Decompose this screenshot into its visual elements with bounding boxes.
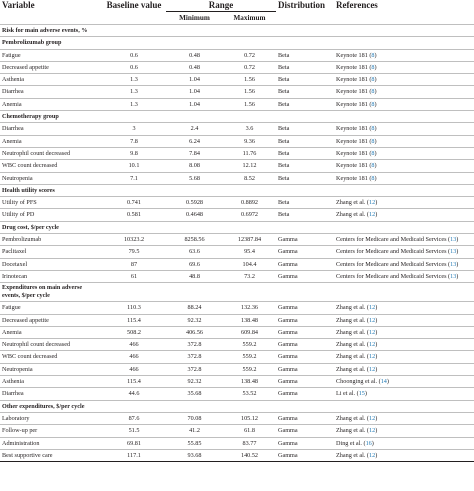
minimum-cell: 63.6 bbox=[166, 246, 223, 258]
minimum-cell: 0.48 bbox=[166, 49, 223, 61]
reference-link[interactable]: 8 bbox=[371, 88, 375, 96]
reference-link[interactable]: 12 bbox=[369, 328, 376, 336]
section-title: Other expenditures, $/per cycle bbox=[0, 400, 474, 412]
minimum-cell: 1.04 bbox=[166, 74, 223, 86]
baseline-cell: 1.3 bbox=[102, 74, 166, 86]
reference-link[interactable]: 13 bbox=[450, 272, 457, 280]
maximum-cell: 53.52 bbox=[223, 388, 276, 400]
distribution-cell: Gamma bbox=[276, 363, 334, 375]
table-row bbox=[0, 376, 474, 388]
baseline-cell: 0.741 bbox=[102, 197, 166, 209]
maximum-cell: 609.84 bbox=[223, 326, 276, 338]
minimum-cell: 41.2 bbox=[166, 425, 223, 437]
baseline-cell: 0.6 bbox=[102, 61, 166, 73]
reference-cell: Zhang et al. (12) bbox=[334, 351, 474, 363]
baseline-cell: 466 bbox=[102, 363, 166, 375]
maximum-cell: 0.8892 bbox=[223, 197, 276, 209]
reference-cell: Keynote 181 (8) bbox=[334, 86, 474, 98]
reference-cell: Zhang et al. (12) bbox=[334, 302, 474, 314]
reference-cell: Keynote 181 (8) bbox=[334, 123, 474, 135]
baseline-cell: 7.1 bbox=[102, 172, 166, 184]
section-title: Risk for main adverse events, % bbox=[0, 25, 474, 37]
header-baseline: Baseline value bbox=[106, 0, 162, 10]
baseline-cell: 7.8 bbox=[102, 135, 166, 147]
minimum-cell: 372.8 bbox=[166, 339, 223, 351]
minimum-cell: 8258.56 bbox=[166, 234, 223, 246]
section-header bbox=[0, 283, 474, 302]
variable-cell: Irinotecan bbox=[0, 270, 102, 282]
baseline-cell: 3 bbox=[102, 123, 166, 135]
table-row bbox=[0, 147, 474, 159]
reference-link[interactable]: 12 bbox=[369, 211, 376, 219]
table-row bbox=[0, 234, 474, 246]
reference-link[interactable]: 12 bbox=[369, 304, 376, 312]
reference-link[interactable]: 13 bbox=[450, 248, 457, 256]
distribution-cell: Beta bbox=[276, 197, 334, 209]
reference-cell: Keynote 181 (8) bbox=[334, 172, 474, 184]
baseline-cell: 69.81 bbox=[102, 437, 166, 449]
table-row bbox=[0, 246, 474, 258]
maximum-cell: 138.48 bbox=[223, 314, 276, 326]
distribution-cell: Beta bbox=[276, 98, 334, 110]
table-row bbox=[0, 449, 474, 461]
distribution-cell: Gamma bbox=[276, 412, 334, 424]
baseline-cell: 9.8 bbox=[102, 147, 166, 159]
section-header bbox=[0, 400, 474, 412]
maximum-cell: 12.12 bbox=[223, 160, 276, 172]
table-row bbox=[0, 326, 474, 338]
subsection-header bbox=[0, 111, 474, 123]
table-row bbox=[0, 172, 474, 184]
minimum-cell: 1.04 bbox=[166, 98, 223, 110]
variable-cell: Asthenia bbox=[0, 74, 102, 86]
reference-link[interactable]: 8 bbox=[371, 137, 375, 145]
variable-cell: Laboratory bbox=[0, 412, 102, 424]
section-title: Pembrolizumab group bbox=[0, 37, 474, 49]
table-row bbox=[0, 135, 474, 147]
reference-link[interactable]: 13 bbox=[450, 260, 457, 268]
baseline-cell: 10.1 bbox=[102, 160, 166, 172]
distribution-cell: Gamma bbox=[276, 326, 334, 338]
reference-link[interactable]: 8 bbox=[371, 174, 375, 182]
variable-cell: Fatigue bbox=[0, 302, 102, 314]
section-title: Expenditures on main adverse events, $/per cycle bbox=[0, 283, 474, 302]
subsection-header bbox=[0, 37, 474, 49]
baseline-cell: 61 bbox=[102, 270, 166, 282]
baseline-cell: 110.3 bbox=[102, 302, 166, 314]
minimum-cell: 70.08 bbox=[166, 412, 223, 424]
reference-cell: Centers for Medicare and Medicaid Services (13) bbox=[334, 270, 474, 282]
reference-link[interactable]: 8 bbox=[371, 51, 375, 59]
reference-cell: Keynote 181 (8) bbox=[334, 74, 474, 86]
reference-cell: Keynote 181 (8) bbox=[334, 61, 474, 73]
distribution-cell: Beta bbox=[276, 49, 334, 61]
variable-cell: Pembrolizumab bbox=[0, 234, 102, 246]
distribution-cell: Gamma bbox=[276, 258, 334, 270]
reference-cell: Centers for Medicare and Medicaid Services (13) bbox=[334, 258, 474, 270]
table-row bbox=[0, 363, 474, 375]
table-row bbox=[0, 61, 474, 73]
variable-cell: Utility of PFS bbox=[0, 197, 102, 209]
header-distribution: Distribution bbox=[278, 0, 326, 10]
reference-cell: Zhang et al. (12) bbox=[334, 425, 474, 437]
distribution-cell: Gamma bbox=[276, 388, 334, 400]
minimum-cell: 2.4 bbox=[166, 123, 223, 135]
distribution-cell: Beta bbox=[276, 135, 334, 147]
maximum-cell: 8.52 bbox=[223, 172, 276, 184]
reference-cell: Ding et al. (16) bbox=[334, 437, 474, 449]
header-variable: Variable bbox=[2, 0, 35, 10]
minimum-cell: 0.4648 bbox=[166, 209, 223, 221]
table-row bbox=[0, 314, 474, 326]
variable-cell: Decreased appetite bbox=[0, 61, 102, 73]
minimum-cell: 5.68 bbox=[166, 172, 223, 184]
minimum-cell: 48.8 bbox=[166, 270, 223, 282]
variable-cell: Diarrhea bbox=[0, 86, 102, 98]
distribution-cell: Beta bbox=[276, 86, 334, 98]
variable-cell: Neutrophil count decreased bbox=[0, 339, 102, 351]
reference-cell: Centers for Medicare and Medicaid Services (13) bbox=[334, 246, 474, 258]
table-row bbox=[0, 258, 474, 270]
reference-link[interactable]: 12 bbox=[369, 199, 376, 207]
variable-cell: Anemia bbox=[0, 135, 102, 147]
baseline-cell: 79.5 bbox=[102, 246, 166, 258]
distribution-cell: Gamma bbox=[276, 425, 334, 437]
minimum-cell: 8.08 bbox=[166, 160, 223, 172]
reference-cell: Zhang et al. (12) bbox=[334, 326, 474, 338]
reference-link[interactable]: 8 bbox=[371, 149, 375, 157]
baseline-cell: 51.5 bbox=[102, 425, 166, 437]
maximum-cell: 559.2 bbox=[223, 339, 276, 351]
section-header bbox=[0, 184, 474, 196]
section-header bbox=[0, 25, 474, 37]
variable-cell: Asthenia bbox=[0, 376, 102, 388]
maximum-cell: 83.77 bbox=[223, 437, 276, 449]
minimum-cell: 0.5928 bbox=[166, 197, 223, 209]
header-minimum: Minimum bbox=[179, 14, 210, 22]
maximum-cell: 61.8 bbox=[223, 425, 276, 437]
distribution-cell: Beta bbox=[276, 209, 334, 221]
variable-cell: Neutropenia bbox=[0, 363, 102, 375]
table-row bbox=[0, 49, 474, 61]
table-row bbox=[0, 270, 474, 282]
reference-cell: Zhang et al. (12) bbox=[334, 314, 474, 326]
reference-link[interactable]: 8 bbox=[371, 162, 375, 170]
variable-cell: Diarrhea bbox=[0, 388, 102, 400]
distribution-cell: Gamma bbox=[276, 234, 334, 246]
distribution-cell: Gamma bbox=[276, 302, 334, 314]
reference-cell: Zhang et al. (12) bbox=[334, 209, 474, 221]
reference-link[interactable]: 8 bbox=[371, 76, 375, 84]
variable-cell: Diarrhea bbox=[0, 123, 102, 135]
baseline-cell: 466 bbox=[102, 339, 166, 351]
header-range: Range bbox=[166, 0, 276, 12]
table-row bbox=[0, 209, 474, 221]
reference-link[interactable]: 12 bbox=[369, 316, 376, 324]
reference-cell: Zhang et al. (12) bbox=[334, 412, 474, 424]
reference-cell: Keynote 181 (8) bbox=[334, 135, 474, 147]
reference-cell: Centers for Medicare and Medicaid Services (13) bbox=[334, 234, 474, 246]
maximum-cell: 1.56 bbox=[223, 98, 276, 110]
minimum-cell: 372.8 bbox=[166, 351, 223, 363]
maximum-cell: 9.36 bbox=[223, 135, 276, 147]
baseline-cell: 44.6 bbox=[102, 388, 166, 400]
variable-cell: Paclitaxel bbox=[0, 246, 102, 258]
section-title: Chemotherapy group bbox=[0, 111, 474, 123]
maximum-cell: 73.2 bbox=[223, 270, 276, 282]
section-title: Drug cost, $/per cycle bbox=[0, 221, 474, 233]
distribution-cell: Gamma bbox=[276, 246, 334, 258]
reference-cell: Zhang et al. (12) bbox=[334, 197, 474, 209]
variable-cell: Anemia bbox=[0, 98, 102, 110]
baseline-cell: 115.4 bbox=[102, 376, 166, 388]
maximum-cell: 138.48 bbox=[223, 376, 276, 388]
distribution-cell: Gamma bbox=[276, 437, 334, 449]
baseline-cell: 508.2 bbox=[102, 326, 166, 338]
reference-link[interactable]: 14 bbox=[380, 378, 387, 386]
table-row bbox=[0, 74, 474, 86]
table-row bbox=[0, 302, 474, 314]
distribution-cell: Gamma bbox=[276, 270, 334, 282]
reference-link[interactable]: 12 bbox=[369, 365, 376, 373]
distribution-cell: Beta bbox=[276, 160, 334, 172]
reference-link[interactable]: 12 bbox=[369, 427, 376, 435]
table-row bbox=[0, 197, 474, 209]
reference-cell: Zhang et al. (12) bbox=[334, 449, 474, 461]
table-row bbox=[0, 351, 474, 363]
variable-cell: Docetaxel bbox=[0, 258, 102, 270]
minimum-cell: 69.6 bbox=[166, 258, 223, 270]
variable-cell: Utility of PD bbox=[0, 209, 102, 221]
reference-cell: Choonging et al. (14) bbox=[334, 376, 474, 388]
minimum-cell: 1.04 bbox=[166, 86, 223, 98]
distribution-cell: Gamma bbox=[276, 449, 334, 461]
baseline-cell: 10323.2 bbox=[102, 234, 166, 246]
variable-cell: Follow-up per bbox=[0, 425, 102, 437]
reference-link[interactable]: 12 bbox=[369, 451, 376, 459]
reference-cell: Keynote 181 (8) bbox=[334, 147, 474, 159]
maximum-cell: 0.72 bbox=[223, 61, 276, 73]
reference-cell: Zhang et al. (12) bbox=[334, 339, 474, 351]
distribution-cell: Gamma bbox=[276, 339, 334, 351]
reference-link[interactable]: 15 bbox=[358, 390, 365, 398]
table-row bbox=[0, 412, 474, 424]
minimum-cell: 35.68 bbox=[166, 388, 223, 400]
variable-cell: WBC count decreased bbox=[0, 351, 102, 363]
minimum-cell: 92.32 bbox=[166, 376, 223, 388]
minimum-cell: 88.24 bbox=[166, 302, 223, 314]
table-row bbox=[0, 123, 474, 135]
distribution-cell: Beta bbox=[276, 61, 334, 73]
reference-link[interactable]: 12 bbox=[369, 341, 376, 349]
variable-cell: Decreased appetite bbox=[0, 314, 102, 326]
header-references: References bbox=[336, 0, 378, 10]
distribution-cell: Beta bbox=[276, 172, 334, 184]
variable-cell: WBC count decreased bbox=[0, 160, 102, 172]
reference-cell: Keynote 181 (8) bbox=[334, 49, 474, 61]
maximum-cell: 0.72 bbox=[223, 49, 276, 61]
distribution-cell: Beta bbox=[276, 147, 334, 159]
maximum-cell: 559.2 bbox=[223, 351, 276, 363]
minimum-cell: 92.32 bbox=[166, 314, 223, 326]
reference-link[interactable]: 8 bbox=[371, 125, 375, 133]
maximum-cell: 3.6 bbox=[223, 123, 276, 135]
baseline-cell: 1.3 bbox=[102, 86, 166, 98]
minimum-cell: 0.48 bbox=[166, 61, 223, 73]
reference-cell: Zhang et al. (12) bbox=[334, 363, 474, 375]
table-row bbox=[0, 437, 474, 449]
distribution-cell: Gamma bbox=[276, 351, 334, 363]
table-row bbox=[0, 339, 474, 351]
table-row bbox=[0, 98, 474, 110]
header-maximum: Maximum bbox=[233, 14, 266, 22]
reference-link[interactable]: 8 bbox=[371, 63, 375, 71]
baseline-cell: 0.6 bbox=[102, 49, 166, 61]
variable-cell: Fatigue bbox=[0, 49, 102, 61]
maximum-cell: 12387.84 bbox=[223, 234, 276, 246]
variable-cell: Neutrophil count decreased bbox=[0, 147, 102, 159]
table-row bbox=[0, 86, 474, 98]
reference-cell: Keynote 181 (8) bbox=[334, 98, 474, 110]
baseline-cell: 466 bbox=[102, 351, 166, 363]
minimum-cell: 93.68 bbox=[166, 449, 223, 461]
baseline-cell: 0.581 bbox=[102, 209, 166, 221]
maximum-cell: 140.52 bbox=[223, 449, 276, 461]
section-title: Health utility scores bbox=[0, 184, 474, 196]
maximum-cell: 559.2 bbox=[223, 363, 276, 375]
variable-cell: Neutropenia bbox=[0, 172, 102, 184]
table-row bbox=[0, 160, 474, 172]
maximum-cell: 132.36 bbox=[223, 302, 276, 314]
baseline-cell: 87 bbox=[102, 258, 166, 270]
minimum-cell: 406.56 bbox=[166, 326, 223, 338]
reference-cell: Keynote 181 (8) bbox=[334, 160, 474, 172]
variable-cell: Best supportive care bbox=[0, 449, 102, 461]
section-header bbox=[0, 221, 474, 233]
maximum-cell: 0.6972 bbox=[223, 209, 276, 221]
reference-link[interactable]: 8 bbox=[371, 100, 375, 108]
minimum-cell: 372.8 bbox=[166, 363, 223, 375]
reference-cell: Li et al. (15) bbox=[334, 388, 474, 400]
reference-link[interactable]: 16 bbox=[365, 439, 372, 447]
baseline-cell: 1.3 bbox=[102, 98, 166, 110]
distribution-cell: Gamma bbox=[276, 314, 334, 326]
maximum-cell: 1.56 bbox=[223, 74, 276, 86]
maximum-cell: 105.12 bbox=[223, 412, 276, 424]
table-body bbox=[0, 25, 474, 462]
table-row bbox=[0, 388, 474, 400]
reference-link[interactable]: 12 bbox=[369, 414, 376, 422]
maximum-cell: 1.56 bbox=[223, 86, 276, 98]
distribution-cell: Gamma bbox=[276, 376, 334, 388]
maximum-cell: 95.4 bbox=[223, 246, 276, 258]
table-row bbox=[0, 425, 474, 437]
distribution-cell: Beta bbox=[276, 74, 334, 86]
minimum-cell: 55.85 bbox=[166, 437, 223, 449]
minimum-cell: 7.84 bbox=[166, 147, 223, 159]
baseline-cell: 117.1 bbox=[102, 449, 166, 461]
maximum-cell: 104.4 bbox=[223, 258, 276, 270]
baseline-cell: 115.4 bbox=[102, 314, 166, 326]
reference-link[interactable]: 13 bbox=[450, 236, 457, 244]
variable-cell: Administration bbox=[0, 437, 102, 449]
reference-link[interactable]: 12 bbox=[369, 353, 376, 361]
variable-cell: Anemia bbox=[0, 326, 102, 338]
minimum-cell: 6.24 bbox=[166, 135, 223, 147]
distribution-cell: Beta bbox=[276, 123, 334, 135]
baseline-cell: 87.6 bbox=[102, 412, 166, 424]
maximum-cell: 11.76 bbox=[223, 147, 276, 159]
